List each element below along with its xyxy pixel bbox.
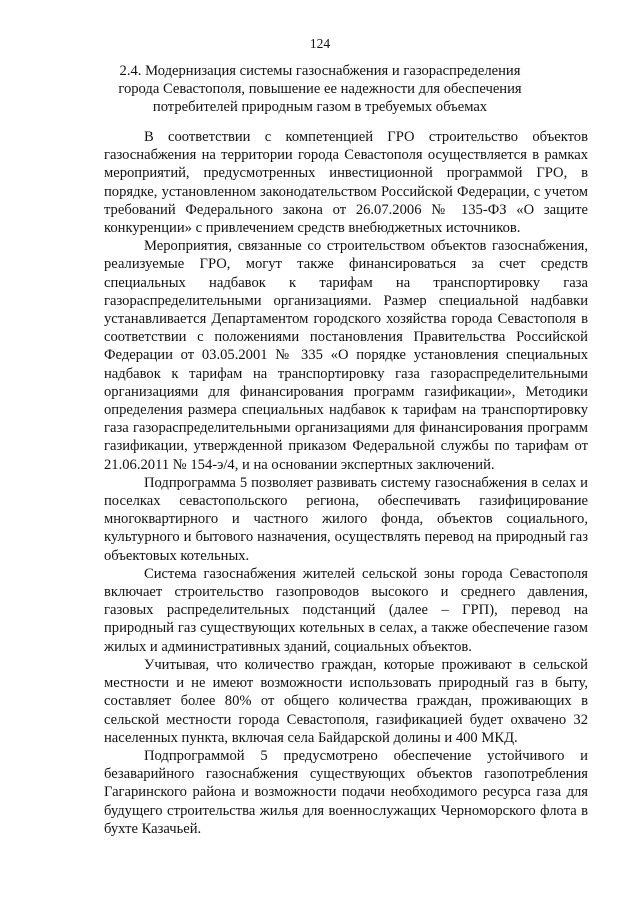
page-number: 124 xyxy=(309,36,331,51)
section-heading: 2.4. Модернизация системы газоснабжения и газораспределения города Севастополя, повышение ее надежности для обеспечения потребителей природным газом в требуемых объемах xyxy=(118,63,522,115)
paragraph: Система газоснабжения жителей сельской зоны города Севастополя включает строительство газопроводов высокого и среднего давления, газовых распределительных подстанций (далее – ГРП), перевод на природный газ существующих котельных в селах, а также обеспечение газом жилых и административных зданий, социальных объектов. xyxy=(104,565,588,655)
paragraph: В соответствии с компетенцией ГРО строительство объектов газоснабжения на территории города Севастополя осуществляется в рамках мероприятий, предусмотренных инвестиционной программой ГРО, в порядке, установленном законодательством Российской Федерации, с учетом требований Федерального закона от 26.07.2006 № 135-ФЗ «О защите конкуренции» с привлечением средств внебюджетных источников. xyxy=(104,129,588,237)
paragraph: Учитывая, что количество граждан, которые проживают в сельской местности и не имеют возможности использовать природный газ в быту, составляет более 80% от общего количества граждан, проживающих в сельской местности города Севастополя, газификацией будет охвачено 32 населенных пункта, включая села Байдарской долины и 400 МКД. xyxy=(104,656,588,746)
paragraph: Мероприятия, связанные со строительством объектов газоснабжения, реализуемые ГРО, могут также финансироваться за счет средств специальных надбавок к тарифам на транспортировку газа газораспределительными организациями. Размер специальной надбавки устанавливается Департаментом городского хозяйства города Севастополя в соответствии с положениями постановления Правительства Российской Федерации от 03.05.2001 № 335 «О порядке установления специальных надбавок к тарифам на транспортировку газа газораспределительными организациями для финансирования программ газификации», Методики определения размера специальных надбавок к тарифам на транспортировку газа газораспределительными организациями для финансирования программ газификации, утвержденной приказом Федеральной службы по тарифам от 21.06.2011 № 154-э/4, и на основании экспертных заключений. xyxy=(104,238,588,473)
body-text xyxy=(104,128,588,838)
paragraph: Подпрограмма 5 позволяет развивать систему газоснабжения в селах и поселках севастопольского региона, обеспечивать газифицирование многоквартирного и частного жилого фонда, объектов социального, культурного и бытового назначения, осуществлять перевод на природный газ объектовых котельных. xyxy=(104,474,588,564)
paragraph: Подпрограммой 5 предусмотрено обеспечение устойчивого и безаварийного газоснабжения существующих объектов газопотребления Гагаринского района и возможности подачи необходимого ресурса газа для будущего строительства жилья для военнослужащих Черноморского флота в бухте Казачьей. xyxy=(104,747,588,837)
